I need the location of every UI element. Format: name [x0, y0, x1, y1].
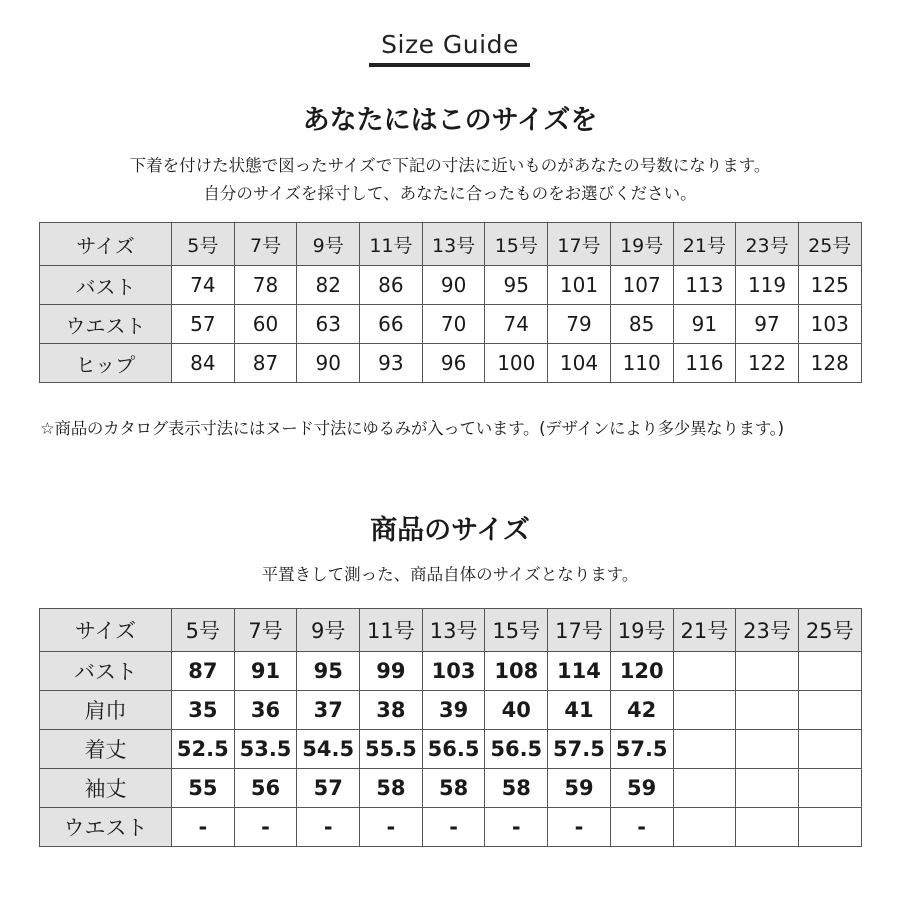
table-cell: 91	[234, 652, 297, 691]
table-cell	[736, 808, 799, 847]
table-cell: -	[234, 808, 297, 847]
table-cell: 101	[548, 266, 611, 305]
table-header-row	[40, 223, 862, 266]
size-header: 17号	[548, 609, 611, 652]
title-underline	[369, 63, 530, 67]
table-cell: 55	[172, 769, 235, 808]
table-cell: 70	[422, 305, 485, 344]
table-cell: 59	[548, 769, 611, 808]
table-cell: 66	[360, 305, 423, 344]
size-header: 23号	[736, 223, 799, 266]
row-label: ヒップ	[40, 344, 172, 383]
table-cell	[798, 730, 861, 769]
table-cell: 119	[736, 266, 799, 305]
size-header: 7号	[234, 609, 297, 652]
table-cell: 82	[297, 266, 360, 305]
table-cell: 39	[422, 691, 485, 730]
row-label: ウエスト	[40, 305, 172, 344]
size-header: 7号	[234, 223, 297, 266]
table-cell: -	[360, 808, 423, 847]
table-cell	[673, 730, 736, 769]
table-cell: 93	[360, 344, 423, 383]
table-row	[40, 769, 862, 808]
table-cell: 108	[485, 652, 548, 691]
table-cell: -	[422, 808, 485, 847]
table-cell: 87	[172, 652, 235, 691]
section2-description: 平置きして測った、商品自体のサイズとなります。	[261, 565, 639, 584]
table-cell: 120	[610, 652, 673, 691]
table-cell: 79	[548, 305, 611, 344]
table-cell: 125	[798, 266, 861, 305]
table-row	[40, 808, 862, 847]
table-cell: 97	[736, 305, 799, 344]
size-header: 5号	[172, 223, 235, 266]
table-cell: 60	[234, 305, 297, 344]
table-cell: 57.5	[548, 730, 611, 769]
table-cell	[798, 691, 861, 730]
table-row	[40, 730, 862, 769]
size-header: 17号	[548, 223, 611, 266]
table-cell	[798, 652, 861, 691]
table-cell: 85	[610, 305, 673, 344]
table-row	[40, 266, 862, 305]
table-cell	[673, 691, 736, 730]
table-cell	[736, 769, 799, 808]
table-cell: 54.5	[297, 730, 360, 769]
table-cell: 96	[422, 344, 485, 383]
table-cell: 58	[360, 769, 423, 808]
table-cell: 87	[234, 344, 297, 383]
table-cell	[673, 652, 736, 691]
row-label: バスト	[40, 652, 172, 691]
table-cell: 40	[485, 691, 548, 730]
table-cell: 90	[297, 344, 360, 383]
table-cell: 95	[485, 266, 548, 305]
table-cell: 110	[610, 344, 673, 383]
size-header: 5号	[172, 609, 235, 652]
table-cell: 90	[422, 266, 485, 305]
size-header: 19号	[610, 609, 673, 652]
size-header: 11号	[360, 609, 423, 652]
section1-heading: あなたにはこのサイズを	[302, 105, 598, 136]
table-cell: -	[548, 808, 611, 847]
section2-heading: 商品のサイズ	[370, 515, 530, 546]
table-cell: 100	[485, 344, 548, 383]
size-header: 25号	[798, 223, 861, 266]
table-cell	[736, 730, 799, 769]
table-cell	[736, 691, 799, 730]
section1-description-line-2: 自分のサイズを採寸して、あなたに合ったものをお選びください。	[203, 184, 697, 203]
table-cell: 128	[798, 344, 861, 383]
size-header: 21号	[673, 223, 736, 266]
size-header: 9号	[297, 223, 360, 266]
table-cell: 58	[485, 769, 548, 808]
row-label: 肩巾	[40, 691, 172, 730]
row-label: 袖丈	[40, 769, 172, 808]
table-row	[40, 344, 862, 383]
table-cell: 59	[610, 769, 673, 808]
catalog-note: ☆商品のカタログ表示寸法にはヌード寸法にゆるみが入っています。(デザインにより多少異なります。)	[40, 419, 784, 438]
size-header: 13号	[422, 223, 485, 266]
table-cell	[673, 769, 736, 808]
header-label: サイズ	[40, 223, 172, 266]
row-label: ウエスト	[40, 808, 172, 847]
table-cell: -	[172, 808, 235, 847]
table-cell: 36	[234, 691, 297, 730]
table-cell: 37	[297, 691, 360, 730]
table-cell: 78	[234, 266, 297, 305]
table-cell: 107	[610, 266, 673, 305]
table-cell: 74	[172, 266, 235, 305]
table-cell: 84	[172, 344, 235, 383]
size-header: 11号	[360, 223, 423, 266]
body-size-table	[39, 222, 862, 383]
table-cell: 52.5	[172, 730, 235, 769]
section1-description-line-1: 下着を付けた状態で図ったサイズで下記の寸法に近いものがあなたの号数になります。	[129, 156, 771, 175]
table-cell: 91	[673, 305, 736, 344]
row-label: 着丈	[40, 730, 172, 769]
table-cell: 113	[673, 266, 736, 305]
table-cell: 53.5	[234, 730, 297, 769]
table-cell	[798, 769, 861, 808]
table-cell: 122	[736, 344, 799, 383]
size-header: 23号	[736, 609, 799, 652]
table-cell: 38	[360, 691, 423, 730]
table-cell: -	[610, 808, 673, 847]
table-cell: 103	[798, 305, 861, 344]
table-cell: 56.5	[485, 730, 548, 769]
table-cell: 41	[548, 691, 611, 730]
header-label: サイズ	[40, 609, 172, 652]
table-cell: 116	[673, 344, 736, 383]
table-cell: 42	[610, 691, 673, 730]
size-header: 19号	[610, 223, 673, 266]
table-cell: 56.5	[422, 730, 485, 769]
table-cell	[736, 652, 799, 691]
table-cell: 58	[422, 769, 485, 808]
table-cell: 57.5	[610, 730, 673, 769]
table-cell: 74	[485, 305, 548, 344]
table-cell: -	[297, 808, 360, 847]
size-header: 25号	[798, 609, 861, 652]
table-cell: -	[485, 808, 548, 847]
table-header-row	[40, 609, 862, 652]
table-cell: 63	[297, 305, 360, 344]
table-cell: 114	[548, 652, 611, 691]
table-cell: 57	[172, 305, 235, 344]
table-cell: 35	[172, 691, 235, 730]
size-header: 15号	[485, 609, 548, 652]
table-row	[40, 691, 862, 730]
table-cell	[673, 808, 736, 847]
size-guide-title: Size Guide	[381, 30, 519, 59]
table-cell: 103	[422, 652, 485, 691]
table-cell: 57	[297, 769, 360, 808]
product-size-table	[39, 608, 862, 847]
table-cell: 56	[234, 769, 297, 808]
table-cell: 95	[297, 652, 360, 691]
table-cell: 99	[360, 652, 423, 691]
size-header: 9号	[297, 609, 360, 652]
table-cell	[798, 808, 861, 847]
table-cell: 86	[360, 266, 423, 305]
table-cell: 55.5	[360, 730, 423, 769]
size-header: 15号	[485, 223, 548, 266]
table-cell: 104	[548, 344, 611, 383]
row-label: バスト	[40, 266, 172, 305]
size-header: 13号	[422, 609, 485, 652]
table-row	[40, 652, 862, 691]
table-row	[40, 305, 862, 344]
size-header: 21号	[673, 609, 736, 652]
